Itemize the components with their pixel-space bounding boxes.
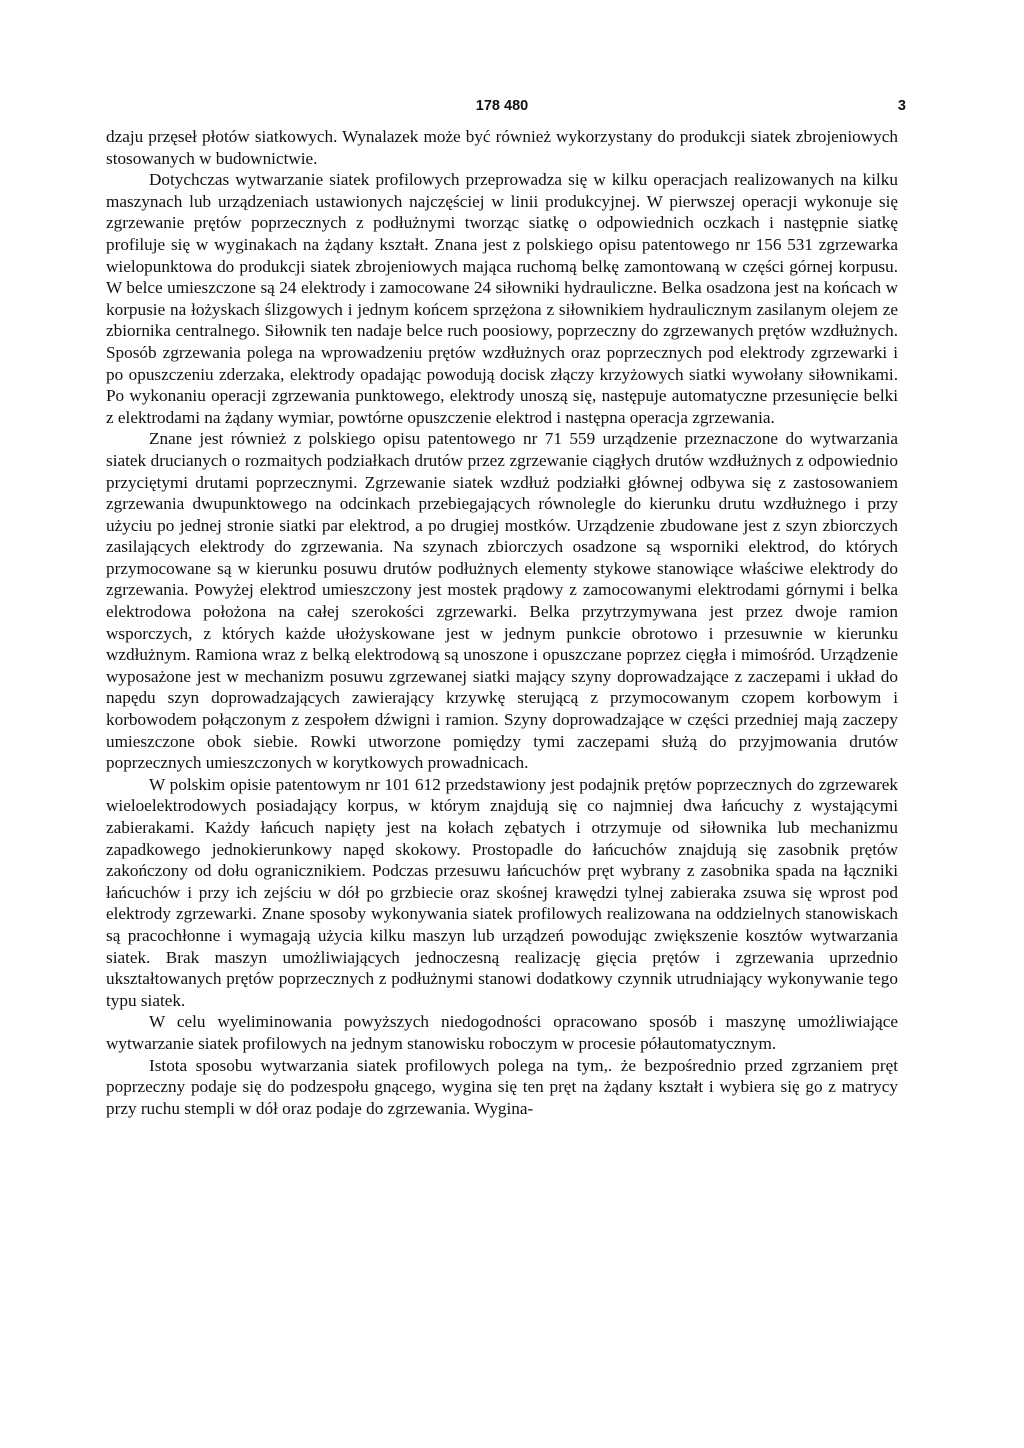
page-header bbox=[106, 92, 906, 126]
paragraph-prior-art-71559: Znane jest również z polskiego opisu patentowego nr 71 559 urządzenie przeznaczone do wytwarzania siatek drucianych o rozmaitych podziałkach drutów przez zgrzewanie ciągłych drutów wzdłużnych z odpowiednio przyciętymi drutami poprzecznymi. Zgrzewanie siatek wzdłuż podziałki głównej odbywa się z zastosowaniem zgrzewania dwupunktowego na odcinkach przebiegających równolegle do kierunku drutu wzdłużnego i przy użyciu po jednej stronie siatki par elektrod, a po drugiej mostków. Urządzenie zbudowane jest z szyn zbiorczych zasilających elektrody do zgrzewania. Na szynach zbiorczych osadzone są wsporniki elektrod, do których przymocowane są w kierunku posuwu drutów podłużnych elementy stykowe stanowiące właściwe elektrody do zgrzewania. Powyżej elektrod umieszczony jest mostek prądowy z zamocowanymi elektrodami górnymi i belka elektrodowa położona na całej szerokości zgrzewarki. Belka przytrzymywana jest przez dwoje ramion wsporczych, z których każde ułożyskowane jest w jednym punkcie obrotowo i przesuwnie w kierunku wzdłużnym. Ramiona wraz z belką elektrodową są unoszone i opuszczane poprzez cięgła i mimośród. Urządzenie wyposażone jest w mechanizm posuwu zgrzewanej siatki mający szyny doprowadzające z zaczepami i układ do napędu szyn doprowadzających zawierający krzywkę sterującą z przymocowanym czopem korbowym i korbowodem połączonym z zespołem dźwigni i ramion. Szyny doprowadzające w części przedniej mają zaczepy umieszczone obok siebie. Rowki utworzone pomiędzy tymi zaczepami służą do przyjmowania drutów poprzecznych umieszczonych w korytkowych prowadnicach. bbox=[106, 429, 898, 773]
paragraph-prior-art-101612: W polskim opisie patentowym nr 101 612 przedstawiony jest podajnik prętów poprzecznych do zgrzewarek wieloelektrodowych posiadający korpus, w którym znajdują się co najmniej dwa łańcuchy z wystającymi zabierakami. Każdy łańcuch napięty jest na kołach zębatych i otrzymuje od siłownika lub mechanizmu zapadkowego jednokierunkowy napęd skokowy. Prostopadle do łańcuchów znajdują się zasobnik prętów zakończony od dołu ogranicznikiem. Podczas przesuwu łańcuchów pręt wybrany z zasobnika spada na łączniki łańcuchów i przy ich zejściu w dół po grzbiecie oraz skośnej krawędzi tylnej zabieraka zsuwa się wprost pod elektrody zgrzewarki. Znane sposoby wykonywania siatek profilowych realizowana na oddzielnych stanowiskach są pracochłonne i wymagają użycia kilku maszyn lub urządzeń powodując zwiększenie kosztów wytwarzania siatek. Brak maszyn umożliwiających jednoczesną realizację gięcia prętów i zgrzewania uprzednio ukształtowanych prętów poprzecznych z podłużnymi stanowi dodatkowy czynnik utrudniający wykonywanie tego typu siatek. bbox=[106, 774, 898, 1010]
paragraph-prior-art-profile-meshes: Dotychczas wytwarzanie siatek profilowych przeprowadza się w kilku operacjach realizowanych na kilku maszynach lub urządzeniach ustawionych najczęściej w linii produkcyjnej. W pierwszej operacji wykonuje się zgrzewanie prętów poprzecznych z podłużnymi tworząc siatkę o odpowiednich oczkach i następnie siatkę profiluje się w wyginakach na żądany kształt. Znana jest z polskiego opisu patentowego nr 156 531 zgrzewarka wielopunktowa do produkcji siatek zbrojeniowych mająca ruchomą belkę zamontowaną w części górnej korpusu. W belce umieszczone są 24 elektrody i zamocowane 24 siłowniki hydrauliczne. Belka osadzona jest na końcach w korpusie na łożyskach ślizgowych i jednym końcem sprzężona z siłownikiem hydraulicznym zasilanym olejem ze zbiornika centralnego. Siłownik ten nadaje belce ruch poosiowy, poprzeczny do zgrzewanych prętów wzdłużnych. Sposób zgrzewania polega na wprowadzeniu prętów wzdłużnych oraz poprzecznych pod elektrody zgrzewarki i po opuszczeniu zderzaka, elektrody opadając powodują docisk złączy krzyżowych siatki wywołany siłownikami. Po wykonaniu operacji zgrzewania punktowego, elektrody unoszą się, następuje automatyczne przesunięcie belki z elektrodami na żądany wymiar, powtórne opuszczenie elektrod i następna operacja zgrzewania. bbox=[106, 170, 898, 427]
document-page bbox=[106, 92, 906, 1412]
paragraph-continuation: dzaju przęseł płotów siatkowych. Wynalazek może być również wykorzystany do produkcji siatek zbrojeniowych stosowanych w budownictwie. bbox=[106, 127, 898, 168]
patent-number: 178 480 bbox=[475, 98, 529, 114]
body-text bbox=[106, 126, 898, 1119]
paragraph-invention-purpose: W celu wyeliminowania powyższych niedogodności opracowano sposób i maszynę umożliwiające wytwarzanie siatek profilowych na jednym stanowisku roboczym w procesie półautomatycznym. bbox=[106, 1012, 898, 1053]
page-number: 3 bbox=[897, 98, 906, 114]
paragraph-invention-essence: Istota sposobu wytwarzania siatek profilowych polega na tym,. że bezpośrednio przed zgrzaniem pręt poprzeczny podaje się do podzespołu gnącego, wygina się ten pręt na żądany kształt i wybiera się go z matrycy przy ruchu stempli w dół oraz podaje do zgrzewania. Wygina- bbox=[106, 1055, 898, 1118]
